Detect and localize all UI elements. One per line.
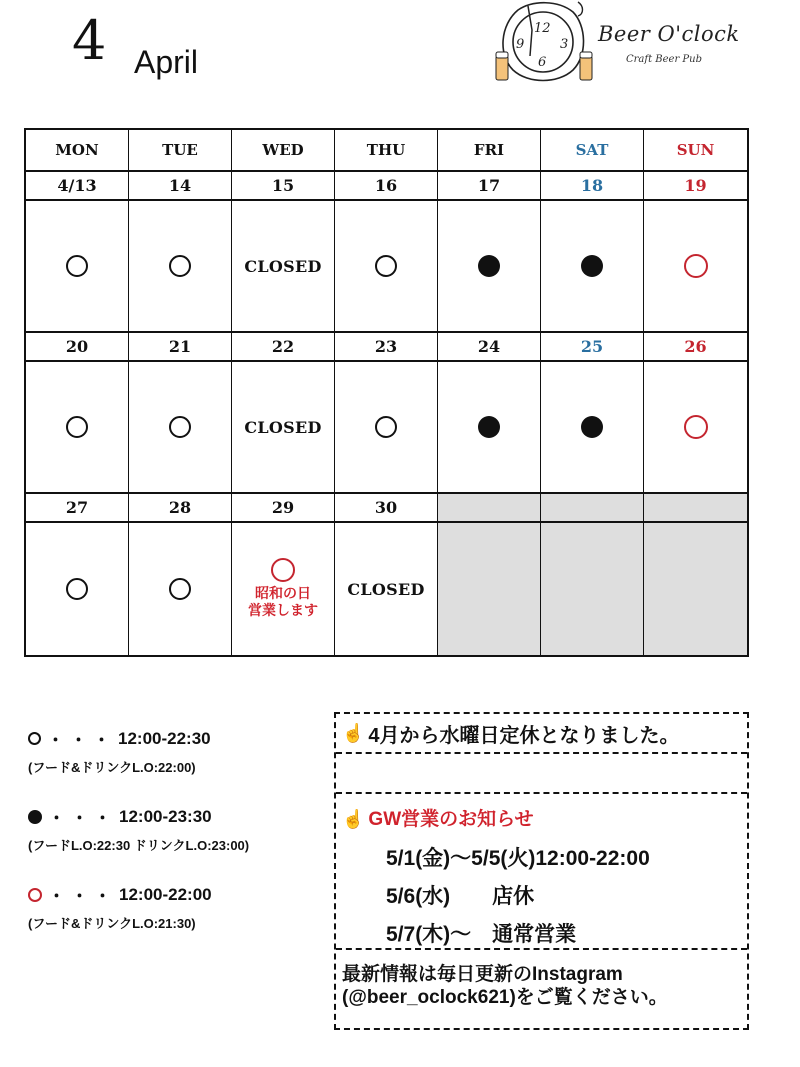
pointing-finger-icon: ☝ bbox=[342, 809, 365, 829]
date-cell: 29 bbox=[232, 494, 335, 523]
instagram-line2: (@beer_oclock621)をご覧ください。 bbox=[342, 986, 668, 1008]
hours-legend bbox=[28, 726, 328, 960]
holiday-status-cell bbox=[232, 523, 335, 655]
weekday-sun: SUN bbox=[644, 130, 747, 172]
open-circle-icon bbox=[375, 255, 397, 277]
open-circle-icon bbox=[28, 732, 41, 745]
date-cell: 28 bbox=[129, 494, 232, 523]
day-status-cell bbox=[26, 201, 129, 333]
date-cell: 21 bbox=[129, 333, 232, 362]
empty-date-cell bbox=[438, 494, 541, 523]
open-circle-icon bbox=[375, 416, 397, 438]
notice-spacer bbox=[336, 754, 747, 794]
filled-circle-icon bbox=[28, 810, 42, 824]
svg-text:9: 9 bbox=[516, 37, 525, 52]
open-circle-icon bbox=[169, 578, 191, 600]
date-cell: 23 bbox=[335, 333, 438, 362]
weekday-wed: WED bbox=[232, 130, 335, 172]
date-cell: 14 bbox=[129, 172, 232, 201]
gw-line: 5/7(木)〜 通常営業 bbox=[386, 923, 577, 946]
day-status-cell bbox=[644, 362, 747, 494]
open-circle-icon bbox=[66, 416, 88, 438]
date-cell: 25 bbox=[541, 333, 644, 362]
empty-date-cell bbox=[541, 494, 644, 523]
date-cell: 15 bbox=[232, 172, 335, 201]
date-cell: 17 bbox=[438, 172, 541, 201]
day-status-cell bbox=[335, 523, 438, 655]
day-status-cell bbox=[541, 201, 644, 333]
legend-dots: ・・・ bbox=[47, 731, 116, 750]
clock-beer-logo-icon bbox=[488, 0, 598, 88]
day-status-cell bbox=[232, 362, 335, 494]
closed-label: CLOSED bbox=[244, 417, 322, 437]
legend-note: (フード&ドリンクL.O:22:00) bbox=[28, 760, 196, 775]
weekday-thu: THU bbox=[335, 130, 438, 172]
date-cell: 20 bbox=[26, 333, 129, 362]
legend-note: (フード&ドリンクL.O:21:30) bbox=[28, 916, 196, 931]
gw-line: 5/1(金)〜5/5(火)12:00-22:00 bbox=[386, 847, 650, 870]
filled-circle-icon bbox=[581, 255, 603, 277]
date-cell: 18 bbox=[541, 172, 644, 201]
legend-item-open bbox=[28, 726, 328, 776]
gw-notice bbox=[336, 794, 747, 950]
wednesday-closed-notice bbox=[336, 714, 747, 754]
date-cell: 27 bbox=[26, 494, 129, 523]
day-status-cell bbox=[438, 362, 541, 494]
empty-day-cell bbox=[644, 523, 747, 655]
instagram-notice bbox=[336, 952, 747, 1030]
open-circle-icon bbox=[169, 416, 191, 438]
svg-text:6: 6 bbox=[538, 55, 547, 70]
gw-title-text: GW営業のお知らせ bbox=[368, 809, 534, 830]
wednesday-closed-text: 4月から水曜日定休となりました。 bbox=[368, 724, 680, 747]
day-status-cell bbox=[129, 523, 232, 655]
day-status-cell bbox=[644, 201, 747, 333]
open-circle-icon bbox=[66, 578, 88, 600]
calendar-grid bbox=[24, 128, 749, 657]
filled-circle-icon bbox=[478, 255, 500, 277]
day-status-cell bbox=[232, 201, 335, 333]
day-status-cell bbox=[26, 523, 129, 655]
date-cell: 24 bbox=[438, 333, 541, 362]
date-cell: 19 bbox=[644, 172, 747, 201]
day-status-cell bbox=[129, 201, 232, 333]
day-status-cell bbox=[335, 201, 438, 333]
date-cell: 30 bbox=[335, 494, 438, 523]
svg-text:12: 12 bbox=[534, 21, 551, 36]
logo-subtitle: Craft Beer Pub bbox=[626, 54, 703, 65]
legend-dots: ・・・ bbox=[48, 887, 117, 906]
instagram-line1: 最新情報は毎日更新のInstagram bbox=[342, 964, 623, 985]
day-status-cell bbox=[438, 201, 541, 333]
red-circle-icon bbox=[684, 415, 708, 439]
legend-hours: 12:00-23:30 bbox=[119, 806, 212, 826]
filled-circle-icon bbox=[581, 416, 603, 438]
open-circle-icon bbox=[66, 255, 88, 277]
pointing-finger-icon: ☝ bbox=[342, 722, 365, 743]
legend-item-late bbox=[28, 804, 328, 854]
day-status-cell bbox=[129, 362, 232, 494]
red-circle-icon bbox=[684, 254, 708, 278]
empty-day-cell bbox=[541, 523, 644, 655]
weekday-tue: TUE bbox=[129, 130, 232, 172]
legend-hours: 12:00-22:30 bbox=[118, 728, 211, 748]
holiday-note-line2: 営業します bbox=[248, 603, 318, 619]
month-number: 4 bbox=[72, 9, 107, 72]
day-status-cell bbox=[26, 362, 129, 494]
weekday-fri: FRI bbox=[438, 130, 541, 172]
red-circle-icon bbox=[28, 888, 42, 902]
date-cell: 26 bbox=[644, 333, 747, 362]
date-cell: 16 bbox=[335, 172, 438, 201]
holiday-note-line1: 昭和の日 bbox=[255, 585, 311, 602]
svg-text:3: 3 bbox=[560, 37, 569, 52]
brand-logo bbox=[488, 0, 758, 88]
legend-note: (フードL.O:22:30 ドリンクL.O:23:00) bbox=[28, 838, 250, 853]
empty-date-cell bbox=[644, 494, 747, 523]
gw-title bbox=[342, 804, 534, 831]
filled-circle-icon bbox=[478, 416, 500, 438]
notice-box bbox=[334, 712, 749, 1030]
weekday-sat: SAT bbox=[541, 130, 644, 172]
date-cell: 4/13 bbox=[26, 172, 129, 201]
red-circle-icon bbox=[271, 558, 295, 582]
closed-label: CLOSED bbox=[244, 256, 322, 276]
gw-line: 5/6(水) 店休 bbox=[386, 885, 535, 908]
legend-dots: ・・・ bbox=[48, 809, 117, 828]
day-status-cell bbox=[541, 362, 644, 494]
legend-item-short bbox=[28, 882, 328, 932]
month-name: April bbox=[134, 44, 199, 80]
closed-label: CLOSED bbox=[347, 579, 425, 599]
logo-title: Beer O'clock bbox=[598, 22, 740, 46]
date-cell: 22 bbox=[232, 333, 335, 362]
open-circle-icon bbox=[169, 255, 191, 277]
empty-day-cell bbox=[438, 523, 541, 655]
weekday-mon: MON bbox=[26, 130, 129, 172]
day-status-cell bbox=[335, 362, 438, 494]
legend-hours: 12:00-22:00 bbox=[119, 884, 212, 904]
